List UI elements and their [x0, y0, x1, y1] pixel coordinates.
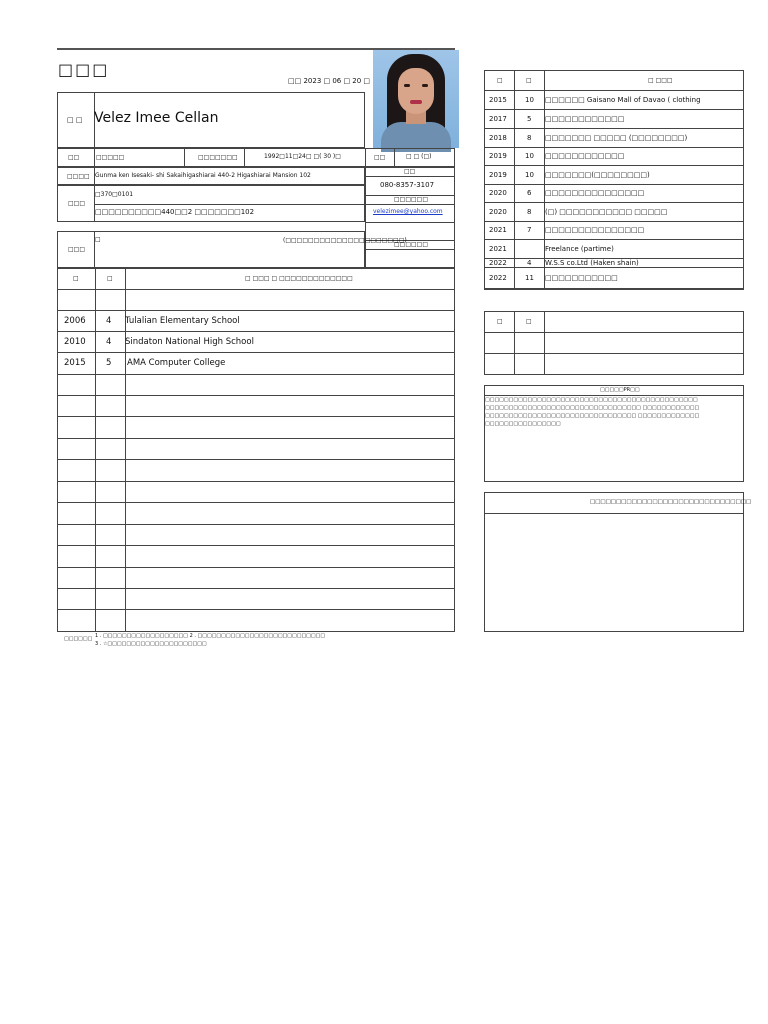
- phone-number: 080-8357-3107: [380, 181, 435, 189]
- license-table: [484, 311, 744, 375]
- work-row-0-desc: □□□□□□ Gaisano Mall of Davao ( clothing: [545, 95, 701, 104]
- work-row-6-desc: (□) □□□□□□□□□□□ □□□□□: [545, 207, 668, 216]
- work-row-7-desc: □□□□□□□□□□□□□□□: [545, 226, 645, 234]
- birth-value: 1992□11□24□ □( 30 )□: [264, 153, 341, 160]
- address-romaji: Gunma ken Isesaki- shi Sakaihigashiarai 440-2 Higashiarai Mansion 102: [95, 172, 311, 179]
- address-text: □□□□□□□□□□440□□2 □□□□□□□102: [95, 208, 255, 216]
- applicant-name: Velez Imee Cellan: [94, 110, 219, 126]
- self-pr-text: □□□□□□□□□□□□□□□□□□□□□□□□□□□□□□□□□□□□□□□□□□□□□ □□□□□□□□□□□□□□□□□□□□□□□□□□□□□□□□□ □□□□□□□□□□□□□□□□□□□□□□□□□□□□□□□□□□□□□□□□□□□□ □□□□□□□□□□□□□□□□□□□□□□□□□□□□□: [485, 397, 700, 427]
- work-row-8-year: 2021: [489, 244, 507, 253]
- work-row-9-desc: W.S.S co.Ltd (Haken shain): [545, 259, 639, 267]
- edu-row-3-month: 5: [106, 358, 112, 368]
- wish-title: □□□□□□□□□□□□□□□□□□□□□□□□□□□□□□□: [590, 499, 752, 505]
- work-row-3-year: 2019: [489, 152, 507, 160]
- work-row-9-month: 4: [527, 259, 532, 267]
- email-link[interactable]: velezimee@yahoo.com: [373, 208, 443, 215]
- work-row-1-month: 5: [527, 114, 532, 123]
- edu-col-year: □: [73, 275, 79, 282]
- work-row-4-year: 2019: [489, 170, 507, 179]
- work-row-1-desc: □□□□□□□□□□□□: [545, 114, 625, 123]
- work-col-month: □: [526, 77, 532, 84]
- name-label: □ □: [67, 116, 83, 124]
- work-row-6-year: 2020: [489, 207, 507, 216]
- work-row-10-desc: □□□□□□□□□□□: [545, 274, 618, 282]
- self-pr-title: □□□□□PR□□: [600, 387, 640, 393]
- work-row-9-year: 2022: [489, 259, 507, 267]
- email2-label: □□□□□□: [394, 241, 429, 248]
- work-row-3-month: 10: [525, 152, 534, 160]
- edu-row-1-year: 2006: [64, 316, 86, 326]
- edu-row-3-year: 2015: [64, 358, 86, 368]
- work-row-6-month: 8: [527, 207, 532, 216]
- work-row-8-desc: Freelance (partime): [545, 244, 614, 253]
- work-col-desc: □ □□□: [648, 77, 673, 84]
- footnote-line2: 3 . ☆□□□□□□□□□□□□□□□□□□□□□: [95, 641, 207, 647]
- work-row-0-month: 10: [525, 95, 534, 104]
- work-row-7-year: 2021: [489, 226, 507, 234]
- work-row-2-month: 8: [527, 133, 532, 142]
- license-col-year: □: [497, 318, 503, 325]
- document-title: □□□: [58, 60, 110, 79]
- work-row-5-year: 2020: [489, 189, 507, 197]
- work-row-5-month: 6: [527, 189, 532, 197]
- work-row-2-year: 2018: [489, 133, 507, 142]
- birth-label: □□□□□□□: [198, 154, 238, 161]
- contact-note: (□□□□□□□□□□□□□□□□□□□□□): [283, 237, 407, 244]
- edu-row-3-desc: AMA Computer College: [127, 358, 226, 368]
- edu-row-1-desc: Tulalian Elementary School: [125, 316, 240, 326]
- address-romaji-label: □□□□: [67, 173, 90, 180]
- gender-label: □□: [68, 154, 80, 161]
- work-row-10-month: 11: [525, 274, 534, 282]
- email-label: □□□□□□: [394, 196, 429, 203]
- sex-value: □ □ (□): [406, 153, 432, 160]
- education-table: [57, 268, 455, 632]
- edu-row-2-month: 4: [106, 337, 112, 347]
- work-row-3-desc: □□□□□□□□□□□□: [545, 152, 625, 160]
- edu-col-desc: □ □□□ □ □□□□□□□□□□□□□: [245, 275, 353, 282]
- edu-row-2-year: 2010: [64, 337, 86, 347]
- contact-prefix: □: [95, 236, 101, 243]
- work-row-2-desc: □□□□□□□ □□□□□ (□□□□□□□□): [545, 133, 688, 142]
- contact-label: □□□: [68, 246, 86, 253]
- footnote-label: □□□□□□: [64, 636, 93, 642]
- right-page: [484, 0, 752, 640]
- license-col-month: □: [526, 318, 532, 325]
- edu-row-2-desc: Sindaton National High School: [125, 337, 254, 347]
- edu-col-month: □: [107, 275, 113, 282]
- address-label: □□□: [68, 200, 86, 207]
- footnote-line1: 1 . □□□□□□□□□□□□□□□□□□ 2 . □□□□□□□□□□□□□□□□□□□□□□□□□□□: [95, 633, 326, 639]
- phone-label: □□: [404, 168, 416, 175]
- work-row-5-desc: □□□□□□□□□□□□□□□: [545, 189, 645, 197]
- work-row-4-desc: □□□□□□□(□□□□□□□□): [545, 170, 650, 179]
- work-row-0-year: 2015: [489, 95, 507, 104]
- work-col-year: □: [497, 77, 503, 84]
- work-row-1-year: 2017: [489, 114, 507, 123]
- sex-label: □□: [374, 154, 386, 161]
- work-row-4-month: 10: [525, 170, 534, 179]
- gender-value: □□□□□: [96, 154, 125, 161]
- postal-code: □370□0101: [95, 191, 134, 198]
- applicant-photo: [373, 50, 459, 148]
- work-row-7-month: 7: [527, 226, 532, 234]
- work-row-10-year: 2022: [489, 274, 507, 282]
- edu-row-1-month: 4: [106, 316, 112, 326]
- document-date: □□ 2023 □ 06 □ 20 □: [288, 77, 371, 85]
